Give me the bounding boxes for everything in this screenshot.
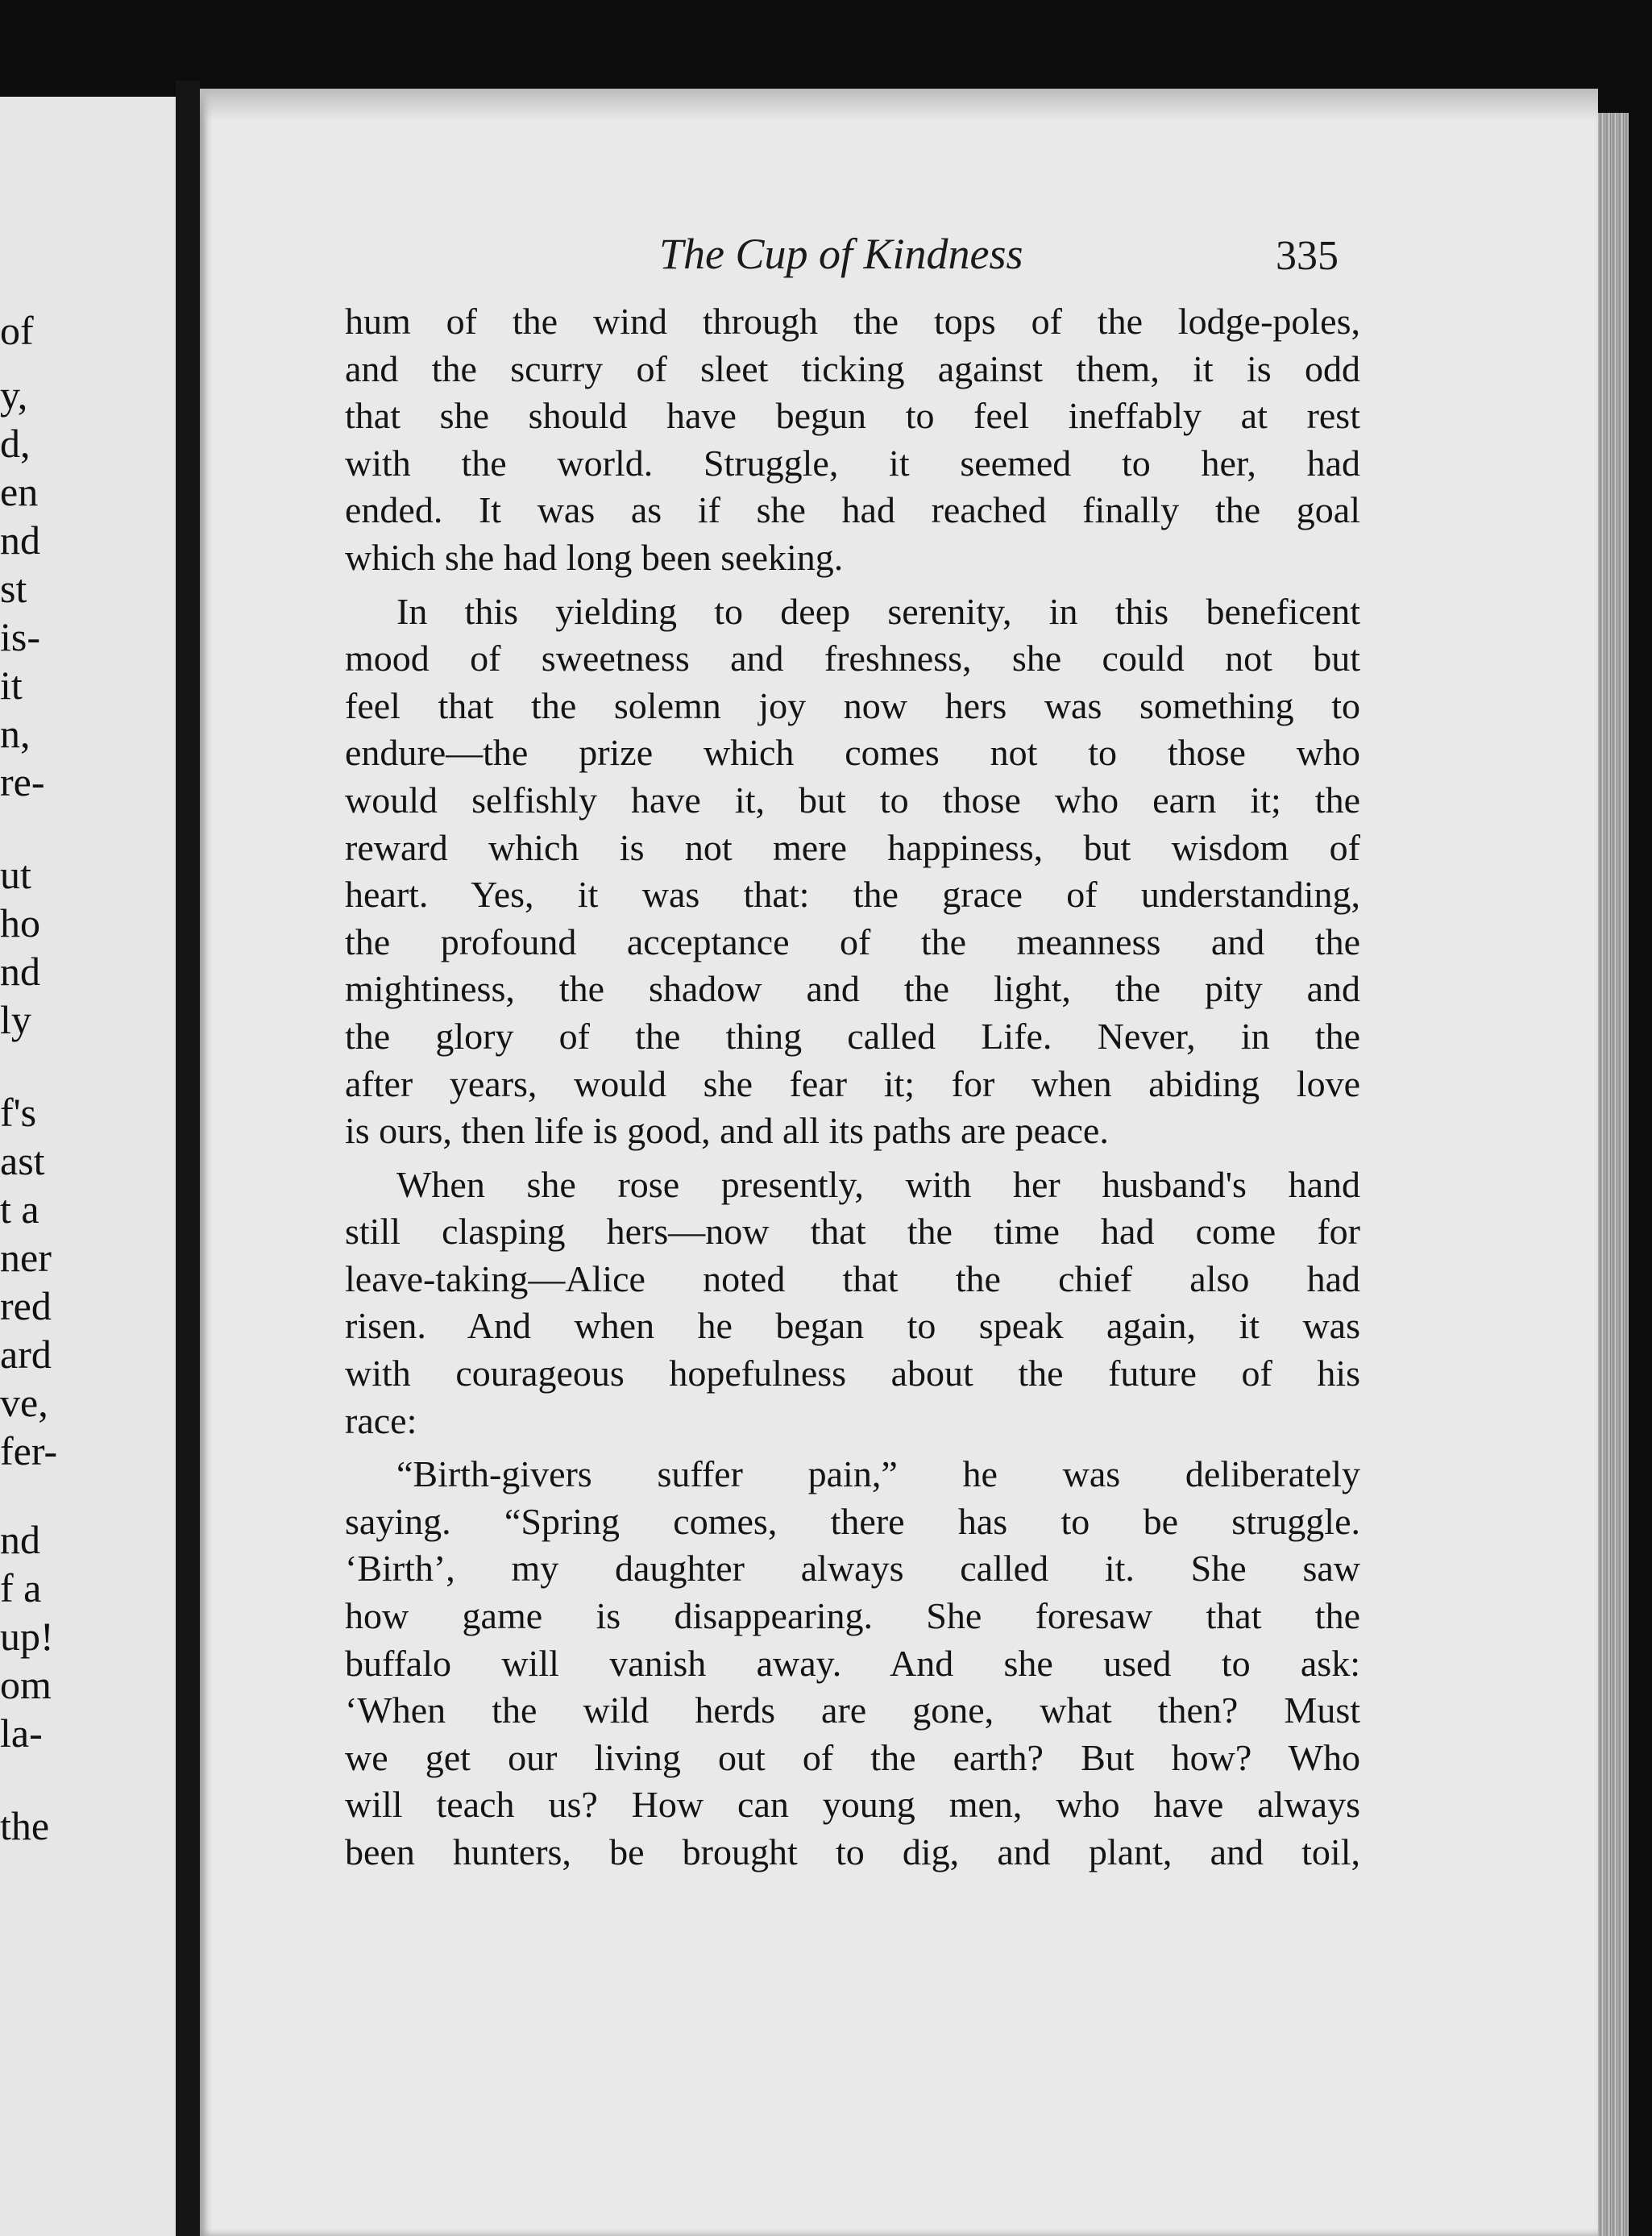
text-line: reward which is not mere happiness, but wisdom of: [345, 826, 1360, 868]
text-line: which she had long been seeking.: [345, 536, 844, 578]
text-line: buffalo will vanish away. And she used to ask:: [345, 1642, 1360, 1684]
text-line: race:: [345, 1399, 417, 1441]
text-line: how game is disappearing. She foresaw that the: [345, 1595, 1360, 1637]
text-line: endure—the prize which comes not to those who: [345, 732, 1360, 774]
left-page-fragment: ard: [0, 1332, 52, 1377]
left-page-fragment: y,: [0, 372, 28, 418]
text-line: leave-taking—Alice noted that the chief also had: [345, 1257, 1360, 1299]
body-text: [345, 298, 1360, 1876]
text-line: been hunters, be brought to dig, and plant, and toil,: [345, 1831, 1360, 1872]
text-line: feel that the solemn joy now hers was something to: [345, 684, 1360, 726]
left-page-fragment: is-: [0, 614, 40, 659]
text-line: mightiness, the shadow and the light, the pity and: [345, 968, 1360, 1010]
left-page-fragment: ast: [0, 1138, 45, 1183]
text-line: we get our living out of the earth? But how? Who: [345, 1736, 1360, 1778]
left-page-fragment: the: [0, 1803, 50, 1848]
left-page-fragment: d,: [0, 421, 31, 466]
left-page-fragment: red: [0, 1283, 52, 1328]
page-number: 335: [1276, 233, 1339, 279]
left-page-fragment: nd: [0, 1517, 40, 1562]
text-line: risen. And when he began to speak again, it was: [345, 1305, 1360, 1347]
text-line: saying. “Spring comes, there has to be struggle.: [345, 1500, 1360, 1542]
text-line: hum of the wind through the tops of the lodge-poles,: [345, 301, 1360, 342]
left-page-fragment: nd: [0, 517, 40, 563]
text-line: ended. It was as if she had reached finally the goal: [345, 489, 1360, 531]
left-page-fragment: f's: [0, 1090, 37, 1135]
text-line: the profound acceptance of the meanness and the: [345, 921, 1360, 962]
text-line: heart. Yes, it was that: the grace of understanding,: [345, 874, 1360, 916]
text-line: that she should have begun to feel ineffably at rest: [345, 395, 1360, 437]
page-edges-stack: [1598, 113, 1629, 2236]
left-page-fragment: st: [0, 566, 27, 611]
left-page-fragment: ho: [0, 900, 40, 946]
text-line: still clasping hers—now that the time had come for: [345, 1211, 1360, 1253]
right-page: [200, 89, 1598, 2236]
left-page-fragment: ut: [0, 852, 31, 897]
left-page-fragment: ner: [0, 1235, 52, 1280]
left-page-fragment: fer-: [0, 1428, 58, 1473]
left-page-fragment: nd: [0, 949, 40, 994]
left-page-fragment: up!: [0, 1614, 54, 1659]
text-line: would selfishly have it, but to those who earn it; the: [345, 779, 1360, 821]
running-head: The Cup of Kindness: [659, 230, 1023, 278]
text-line: When she rose presently, with her husband's hand: [396, 1163, 1360, 1205]
left-page-fragment: t a: [0, 1187, 39, 1232]
text-line: “Birth-givers suffer pain,” he was deliberately: [396, 1453, 1360, 1495]
left-page-fragment: f a: [0, 1565, 42, 1611]
left-page-fragment: en: [0, 469, 39, 514]
left-facing-page: [0, 97, 176, 2236]
text-line: is ours, then life is good, and all its paths are peace.: [345, 1110, 1109, 1152]
text-line: In this yielding to deep serenity, in this beneficent: [396, 590, 1360, 632]
left-page-fragment: n,: [0, 711, 31, 756]
left-page-fragment: la-: [0, 1710, 43, 1756]
text-line: ‘When the wild herds are gone, what then? Must: [345, 1689, 1360, 1731]
text-line: with courageous hopefulness about the future of his: [345, 1353, 1360, 1394]
left-page-fragment: ve,: [0, 1380, 48, 1425]
page-top-shadow: [200, 89, 1598, 121]
text-line: with the world. Struggle, it seemed to her, had: [345, 442, 1360, 484]
left-page-fragment: om: [0, 1662, 52, 1707]
text-line: after years, would she fear it; for when abiding love: [345, 1062, 1360, 1104]
text-line: and the scurry of sleet ticking against them, it is odd: [345, 347, 1360, 389]
text-line: the glory of the thing called Life. Never, in the: [345, 1015, 1360, 1057]
left-page-fragment: re-: [0, 759, 45, 804]
text-line: mood of sweetness and freshness, she could not but: [345, 638, 1360, 680]
text-line: ‘Birth’, my daughter always called it. She saw: [345, 1548, 1360, 1590]
left-page-fragment: ly: [0, 997, 31, 1042]
left-page-fragment: of: [0, 308, 34, 353]
left-page-fragment: it: [0, 663, 23, 708]
text-line: will teach us? How can young men, who have always: [345, 1784, 1360, 1826]
book-gutter: [176, 81, 200, 2236]
